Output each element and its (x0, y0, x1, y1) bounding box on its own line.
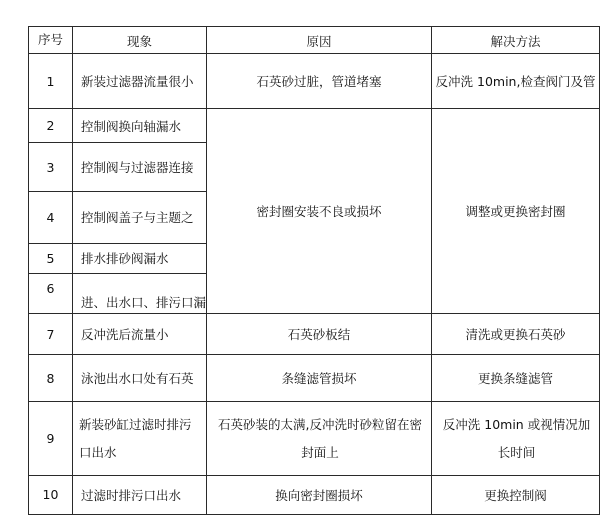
table-row (29, 476, 600, 515)
cause-cell: 石英砂装的太满,反冲洗时砂粒留在密封面上 (207, 402, 432, 476)
phenomenon-cell: 控制阀盖子与主题之 (73, 192, 207, 244)
row-number: 8 (29, 355, 73, 402)
header-cause: 原因 (207, 27, 432, 54)
phenomenon-cell: 新装过滤器流量很小 (73, 54, 207, 109)
table-row (29, 109, 600, 143)
row-number: 4 (29, 192, 73, 244)
cause-cell: 石英砂板结 (207, 314, 432, 355)
row-number: 2 (29, 109, 73, 143)
table-row (29, 402, 600, 476)
solution-cell: 反冲洗 10min 或视情况加长时间 (432, 402, 600, 476)
cause-cell: 石英砂过脏，管道堵塞 (207, 54, 432, 109)
row-number: 10 (29, 476, 73, 515)
header-solution: 解决方法 (432, 27, 600, 54)
row-number: 7 (29, 314, 73, 355)
solution-cell: 清洗或更换石英砂 (432, 314, 600, 355)
solution-cell: 更换控制阀 (432, 476, 600, 515)
row-number: 9 (29, 402, 73, 476)
table-row (29, 54, 600, 109)
phenomenon-cell: 控制阀与过滤器连接 (73, 143, 207, 192)
phenomenon-cell: 进、出水口、排污口漏 (73, 274, 207, 314)
phenomenon-cell: 反冲洗后流量小 (73, 314, 207, 355)
table-row (29, 355, 600, 402)
phenomenon-cell: 排水排砂阀漏水 (73, 244, 207, 274)
row-number: 5 (29, 244, 73, 274)
header-phenomenon: 现象 (73, 27, 207, 54)
cause-cell: 条缝滤管损坏 (207, 355, 432, 402)
cause-cell: 换向密封圈损坏 (207, 476, 432, 515)
header-row (29, 27, 600, 54)
row-number: 6 (29, 274, 73, 314)
table-row (29, 314, 600, 355)
phenomenon-cell: 泳池出水口处有石英 (73, 355, 207, 402)
merged-cause-cell: 密封圈安装不良或损坏 (207, 109, 432, 314)
header-no: 序号 (29, 27, 73, 54)
row-number: 3 (29, 143, 73, 192)
row-number: 1 (29, 54, 73, 109)
phenomenon-cell: 新装砂缸过滤时排污口出水 (73, 402, 207, 476)
troubleshooting-table (28, 26, 600, 515)
solution-cell: 更换条缝滤管 (432, 355, 600, 402)
phenomenon-cell: 过滤时排污口出水 (73, 476, 207, 515)
solution-cell: 反冲洗 10min,检查阀门及管 (432, 54, 600, 109)
merged-solution-cell: 调整或更换密封圈 (432, 109, 600, 314)
phenomenon-cell: 控制阀换向轴漏水 (73, 109, 207, 143)
